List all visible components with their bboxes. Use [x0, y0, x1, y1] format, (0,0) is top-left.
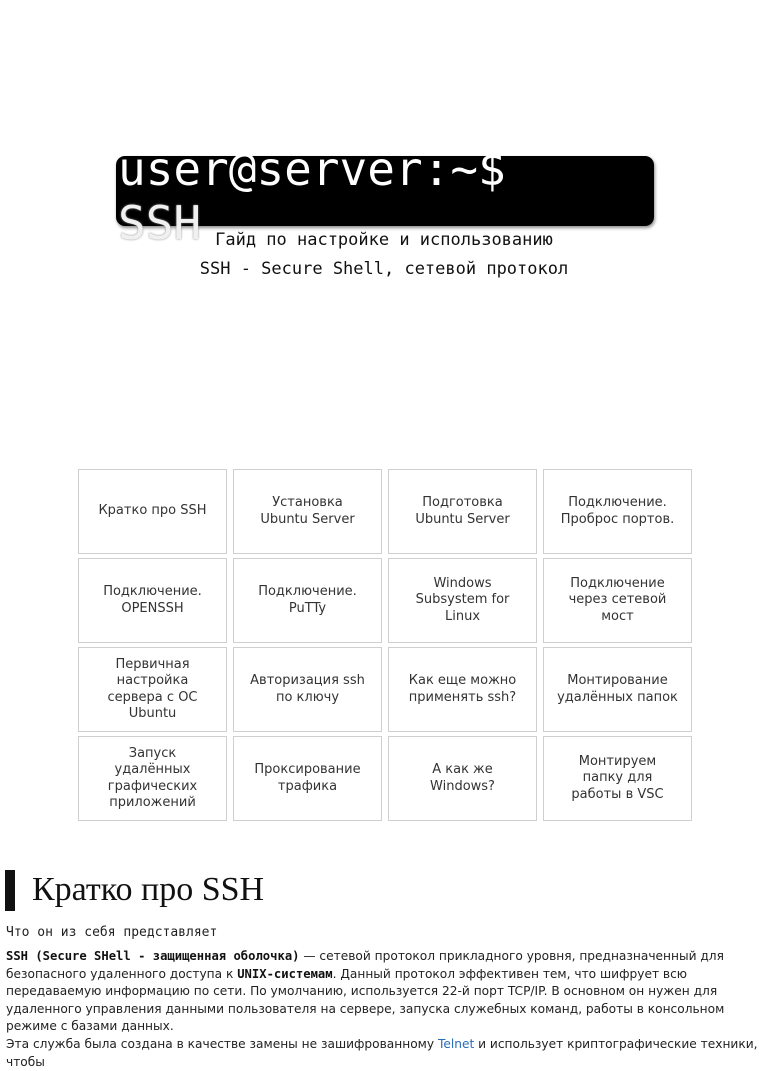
heading-accent-bar — [5, 870, 15, 911]
nav-item-mount-vsc[interactable]: Монтируем папку для работы в VSC — [543, 736, 692, 821]
nav-item-ssh-brief[interactable]: Кратко про SSH — [78, 469, 227, 554]
body-text-3: Эта служба была создана в качестве замены не зашифрованному — [6, 1036, 438, 1051]
nav-item-initial-setup[interactable]: Первичная настройка сервера с ОС Ubuntu — [78, 647, 227, 732]
body-text-2: . Данный протокол эффективен тем, что шифрует всю передаваемую информацию по сети. По умолчанию, используется 22-й порт TCP/IP. В основном он нужен для удаленного управления данными пользователя на сервере, запуска служебных команд, работы в консольном режиме с базами данных. — [6, 966, 725, 1034]
nav-item-putty[interactable]: Подключение. PuTTy — [233, 558, 382, 643]
nav-item-proxy[interactable]: Проксирование трафика — [233, 736, 382, 821]
contents-grid — [78, 469, 692, 821]
nav-item-remote-gui[interactable]: Запуск удалённых графических приложений — [78, 736, 227, 821]
nav-item-prepare-ubuntu[interactable]: Подготовка Ubuntu Server — [388, 469, 537, 554]
nav-item-wsl[interactable]: Windows Subsystem for Linux — [388, 558, 537, 643]
hero-title: SSH — [118, 196, 202, 250]
section-body — [6, 948, 762, 1071]
body-text-1: — сетевой протокол прикладного уровня, предназначенный для безопасного удаленного доступа к — [6, 949, 724, 981]
body-text-4: и использует криптографические техники, чтобы — [6, 1036, 758, 1069]
nav-item-openssh[interactable]: Подключение. OPENSSH — [78, 558, 227, 643]
nav-item-install-ubuntu[interactable]: Установка Ubuntu Server — [233, 469, 382, 554]
section-title: Кратко про SSH — [32, 871, 265, 908]
section-subtitle: Что он из себя представляет — [6, 925, 218, 940]
term-unix: UNIX-системам — [237, 966, 333, 981]
guide-description: SSH - Secure Shell, сетевой протокол — [199, 259, 569, 279]
guide-subtitle: Гайд по настройке и использованию — [215, 230, 553, 250]
nav-item-windows[interactable]: А как же Windows? — [388, 736, 537, 821]
nav-item-mount-folders[interactable]: Монтирование удалённых папок — [543, 647, 692, 732]
section-heading — [5, 868, 264, 912]
nav-item-network-bridge[interactable]: Подключение через сетевой мост — [543, 558, 692, 643]
nav-item-other-uses[interactable]: Как еще можно применять ssh? — [388, 647, 537, 732]
nav-item-key-auth[interactable]: Авторизация ssh по ключу — [233, 647, 382, 732]
nav-item-port-forwarding[interactable]: Подключение. Проброс портов. — [543, 469, 692, 554]
telnet-link[interactable]: Telnet — [437, 1036, 475, 1051]
hero-prompt: user@server:~$ — [118, 142, 506, 196]
term-ssh: SSH (Secure SHell - защищенная оболочка) — [6, 949, 300, 963]
